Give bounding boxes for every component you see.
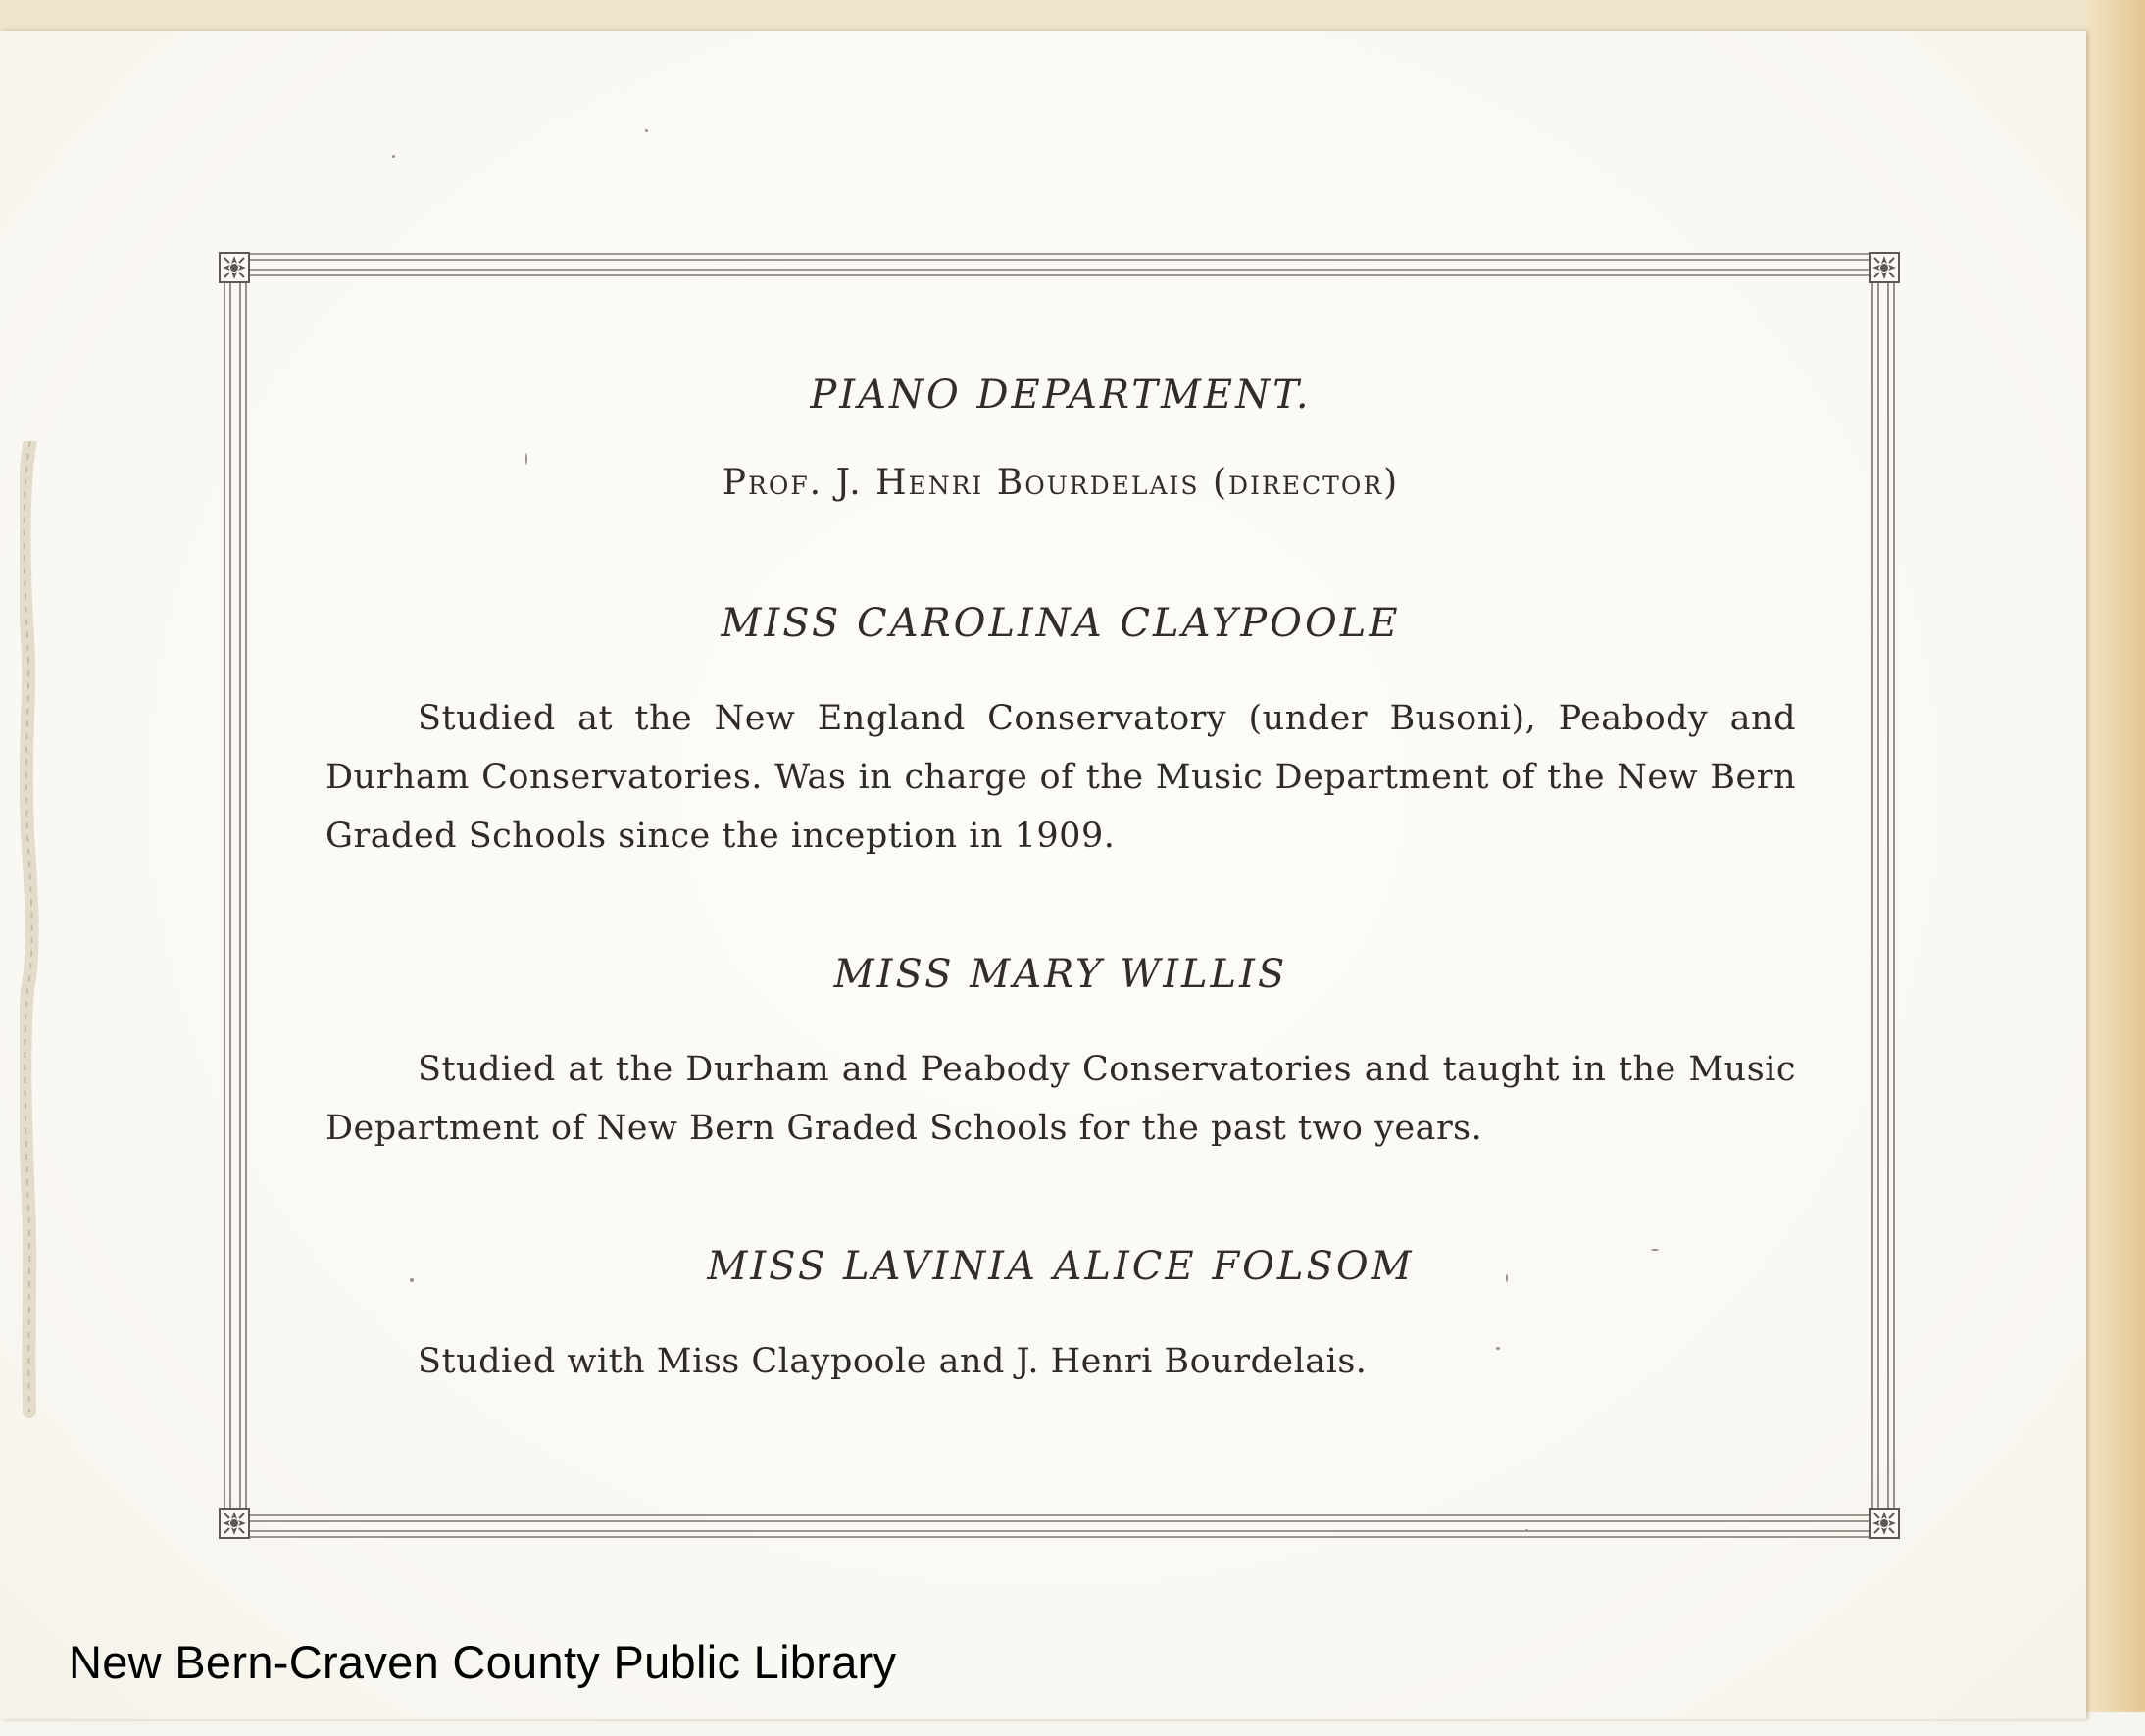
paper-speck (1525, 1529, 1528, 1532)
cardboard-edge-right (2086, 0, 2145, 1736)
teacher-name: MISS MARY WILLIS (833, 952, 1288, 997)
teacher-bio: Studied at the New England Conservatory (under Busoni), Peabody and Durham Conservatories. Was in charge of the Music Department of the New Bern Graded Schools since the inception in 1909. (325, 699, 1796, 856)
paper-speck (645, 129, 648, 132)
paper-speck (1506, 1274, 1508, 1282)
paper-speck (1496, 1347, 1500, 1350)
page-content (325, 355, 1796, 1391)
binding-cord-icon (20, 441, 41, 1421)
department-title: PIANO DEPARTMENT. (810, 372, 1312, 418)
director-line: Prof. J. Henri Bourdelais (director) (722, 463, 1400, 503)
corner-rosette-icon (1869, 252, 1900, 283)
library-watermark: New Bern-Craven County Public Library (69, 1636, 897, 1688)
paper-speck (1651, 1249, 1659, 1251)
teacher-name: MISS CAROLINA CLAYPOOLE (721, 601, 1401, 646)
corner-rosette-icon (219, 1508, 250, 1539)
paper-speck (392, 155, 395, 158)
teacher-bio: Studied at the Durham and Peabody Conservatories and taught in the Music Department of New Bern Graded Schools for the past two years. (325, 1050, 1796, 1148)
teacher-bio: Studied with Miss Claypoole and J. Henri Bourdelais. (418, 1342, 1368, 1381)
paper-speck (525, 453, 527, 465)
corner-rosette-icon (1869, 1508, 1900, 1539)
program-page (0, 31, 2086, 1719)
corner-rosette-icon (219, 252, 250, 283)
paper-speck (410, 1278, 414, 1282)
teacher-name: MISS LAVINIA ALICE FOLSOM (707, 1244, 1415, 1289)
